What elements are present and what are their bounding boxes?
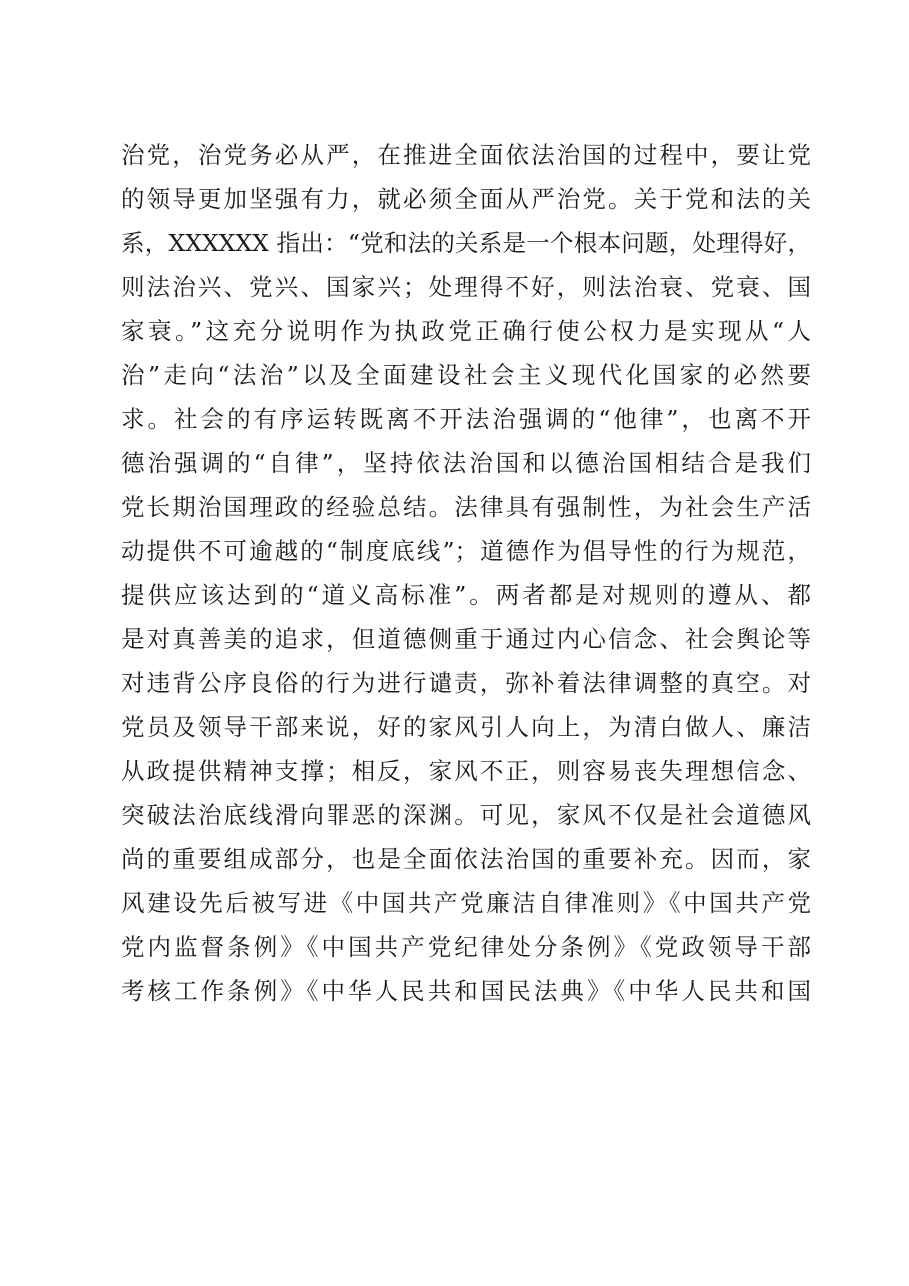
text-line: 治党，治党务必从严，在推进全面依法治国的过程中，要让党	[121, 141, 811, 169]
text-line: 党员及领导干部来说，好的家风引人向上，为清白做人、廉洁	[121, 713, 811, 741]
text-line: 突破法治底线滑向罪恶的深渊。可见，家风不仅是社会道德风	[121, 801, 811, 829]
text-line: 风建设先后被写进《中国共产党廉洁自律准则》《中国共产党	[121, 889, 811, 917]
text-line: 尚的重要组成部分，也是全面依法治国的重要补充。因而，家	[121, 845, 811, 873]
text-line: 对违背公序良俗的行为进行谴责，弥补着法律调整的真空。对	[121, 669, 811, 697]
text-line: 则法治兴、党兴、国家兴；处理得不好，则法治衰、党衰、国	[121, 273, 811, 301]
body-paragraph	[121, 133, 811, 1013]
text-line: 党长期治国理政的经验总结。法律具有强制性，为社会生产活	[121, 493, 811, 521]
text-line: 系，XXXXXX 指出：“党和法的关系是一个根本问题，处理得好，	[121, 229, 811, 257]
text-line: 提供应该达到的“道义高标准”。两者都是对规则的遵从、都	[121, 581, 811, 609]
text-line: 考核工作条例》《中华人民共和国民法典》《中华人民共和国	[121, 977, 811, 1005]
text-line: 是对真善美的追求，但道德侧重于通过内心信念、社会舆论等	[121, 625, 811, 653]
text-line: 治”走向“法治”以及全面建设社会主义现代化国家的必然要	[121, 361, 811, 389]
text-line: 的领导更加坚强有力，就必须全面从严治党。关于党和法的关	[121, 185, 811, 213]
text-line: 党内监督条例》《中国共产党纪律处分条例》《党政领导干部	[121, 933, 811, 961]
text-line: 家衰。”这充分说明作为执政党正确行使公权力是实现从“人	[121, 317, 811, 345]
text-line: 求。社会的有序运转既离不开法治强调的“他律”，也离不开	[121, 405, 811, 433]
text-line: 动提供不可逾越的“制度底线”；道德作为倡导性的行为规范，	[121, 537, 811, 565]
text-line: 德治强调的“自律”，坚持依法治国和以德治国相结合是我们	[121, 449, 811, 477]
text-line: 从政提供精神支撑；相反，家风不正，则容易丧失理想信念、	[121, 757, 811, 785]
